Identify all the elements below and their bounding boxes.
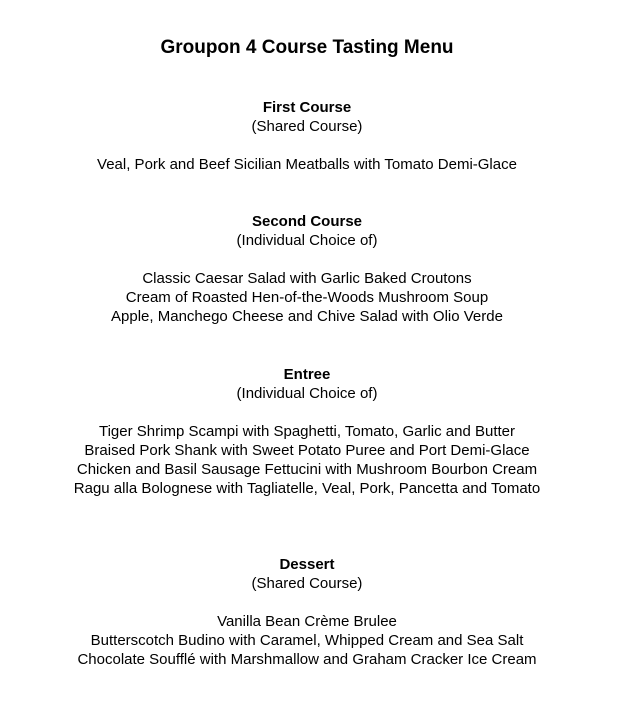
dish-item: Butterscotch Budino with Caramel, Whipped Cream and Sea Salt — [90, 632, 524, 649]
dish-item: Braised Pork Shank with Sweet Potato Puree and Port Demi-Glace — [84, 442, 530, 459]
dish-item: Tiger Shrimp Scampi with Spaghetti, Tomato, Garlic and Butter — [98, 423, 515, 440]
dish-item: Veal, Pork and Beef Sicilian Meatballs with Tomato Demi-Glace — [97, 156, 517, 173]
course-second — [0, 212, 614, 326]
course-first — [0, 98, 614, 174]
course-note: (Shared Course) — [251, 575, 363, 592]
dish-item: Apple, Manchego Cheese and Chive Salad with Olio Verde — [111, 308, 503, 325]
dish-item: Classic Caesar Salad with Garlic Baked Croutons — [142, 270, 472, 287]
course-note: (Individual Choice of) — [236, 385, 378, 402]
course-heading: Entree — [283, 366, 331, 383]
dish-list — [0, 422, 614, 498]
course-heading: Dessert — [279, 556, 335, 573]
menu-title: Groupon 4 Course Tasting Menu — [160, 37, 454, 58]
course-entree — [0, 365, 614, 498]
dish-item: Chicken and Basil Sausage Fettucini with Mushroom Bourbon Cream — [76, 461, 538, 478]
dish-list — [0, 155, 614, 174]
dish-item: Ragu alla Bolognese with Tagliatelle, Veal, Pork, Pancetta and Tomato — [73, 480, 541, 497]
dish-item: Chocolate Soufflé with Marshmallow and Graham Cracker Ice Cream — [77, 651, 537, 668]
dish-list — [0, 612, 614, 669]
course-dessert — [0, 555, 614, 669]
dish-list — [0, 269, 614, 326]
dish-item: Vanilla Bean Crème Brulee — [217, 613, 397, 630]
course-heading: Second Course — [251, 213, 363, 230]
dish-item: Cream of Roasted Hen-of-the-Woods Mushroom Soup — [125, 289, 489, 306]
course-heading: First Course — [262, 99, 352, 116]
course-note: (Shared Course) — [251, 118, 363, 135]
course-note: (Individual Choice of) — [236, 232, 378, 249]
